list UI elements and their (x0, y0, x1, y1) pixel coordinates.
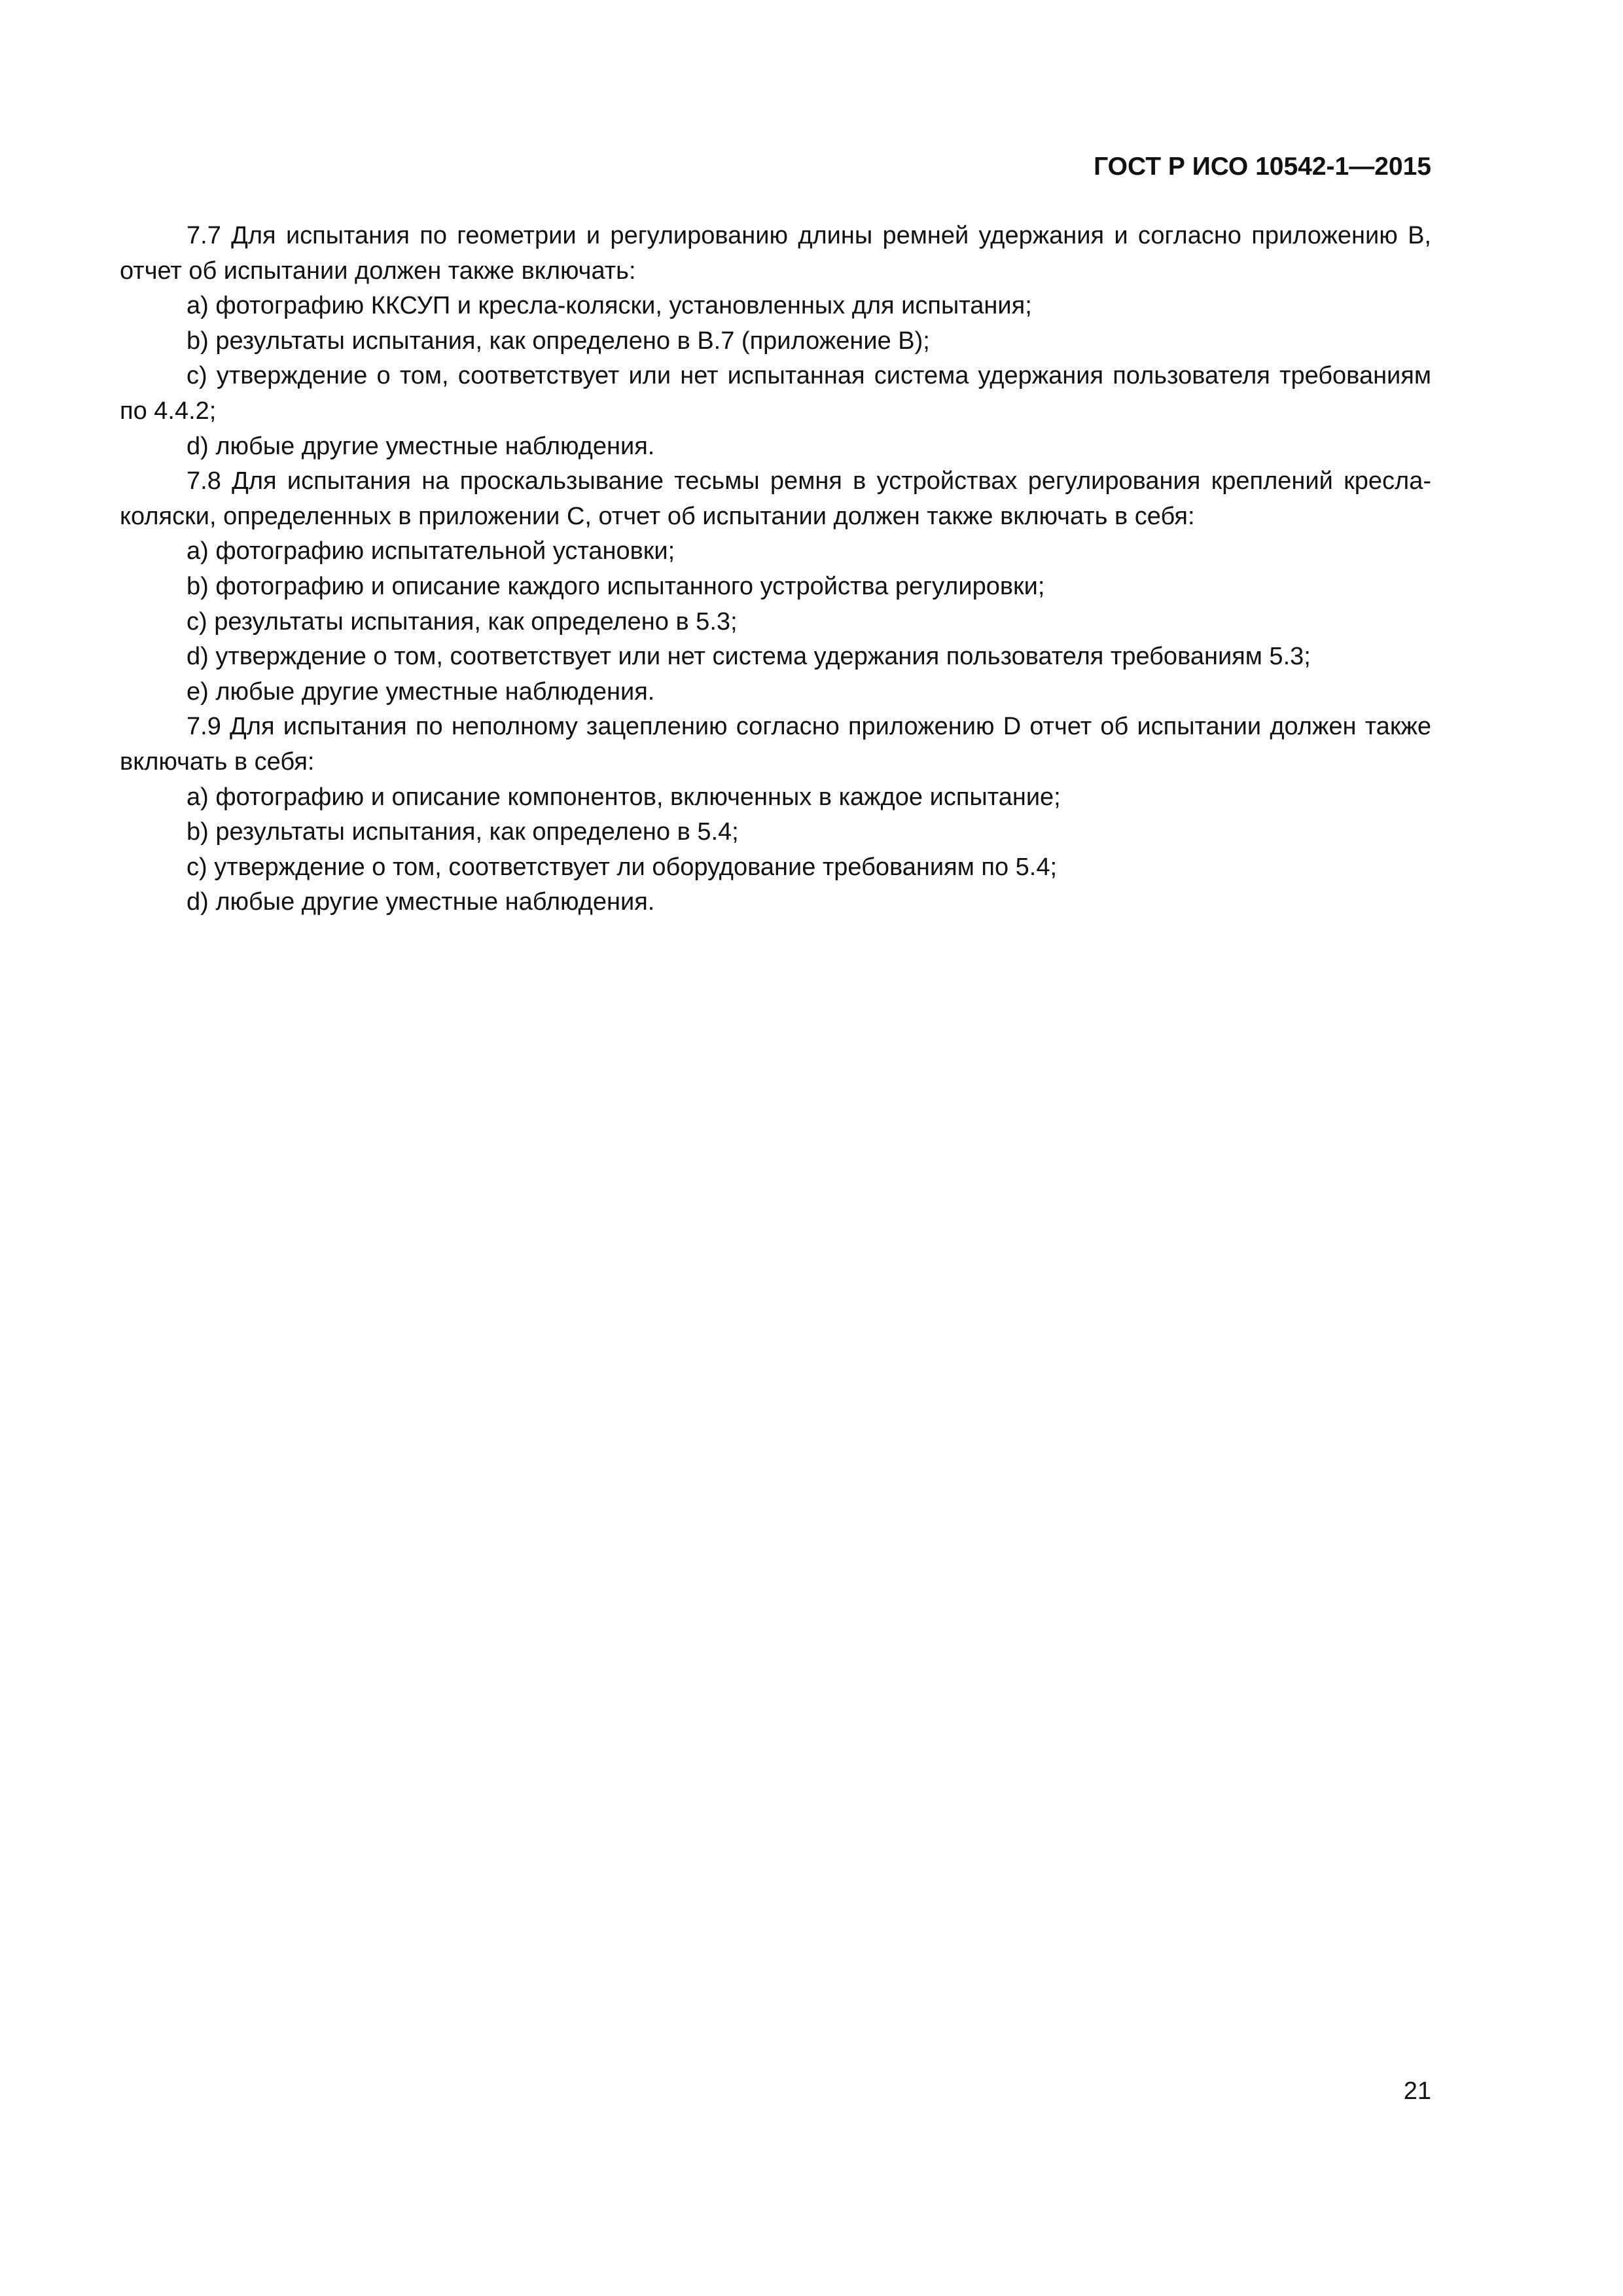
section-7-9-intro: 7.9 Для испытания по неполному зацеплению согласно приложению D отчет об испытании должен также включать в себя: (120, 713, 1431, 776)
section-7-8-item-d: d) утверждение о том, соответствует или нет система удержания пользователя требованиям 5.3; (187, 643, 1311, 671)
section-7-9-item-c: c) утверждение о том, соответствует ли оборудование требованиям по 5.4; (187, 853, 1058, 881)
section-7-8-item-b: b) фотографию и описание каждого испытанного устройства регулировки; (187, 572, 1045, 600)
section-7-8-item-e: e) любые другие уместные наблюдения. (187, 677, 655, 706)
section-7-7-item-a: a) фотографию ККСУП и кресла-коляски, установленных для испытания; (187, 292, 1032, 320)
page-number: 21 (1403, 2077, 1431, 2105)
section-7-7-item-b: b) результаты испытания, как определено в В.7 (приложение В); (187, 327, 930, 355)
section-7-8-item-a: a) фотографию испытательной установки; (187, 537, 675, 565)
section-7-8-intro: 7.8 Для испытания на проскальзывание тесьмы ремня в устройствах регулирования креплений кресла-коляски, определенных в приложении С, отчет об испытании должен также включать в себя: (120, 467, 1431, 530)
section-7-7-intro: 7.7 Для испытания по геометрии и регулированию длины ремней удержания и согласно приложению В, отчет об испытании должен также включать: (120, 222, 1431, 285)
document-body (120, 219, 1431, 920)
section-7-7-item-c: c) утверждение о том, соответствует или нет испытанная система удержания пользователя требованиям по 4.4.2; (120, 362, 1431, 425)
section-7-9-item-b: b) результаты испытания, как определено в 5.4; (187, 818, 739, 846)
section-7-9-item-a: a) фотографию и описание компонентов, включенных в каждое испытание; (187, 783, 1061, 811)
document-header: ГОСТ Р ИСО 10542-1—2015 (1094, 152, 1431, 181)
section-7-7-item-d: d) любые другие уместные наблюдения. (187, 432, 655, 460)
section-7-9-item-d: d) любые другие уместные наблюдения. (187, 888, 655, 916)
section-7-8-item-c: c) результаты испытания, как определено в 5.3; (187, 607, 738, 636)
